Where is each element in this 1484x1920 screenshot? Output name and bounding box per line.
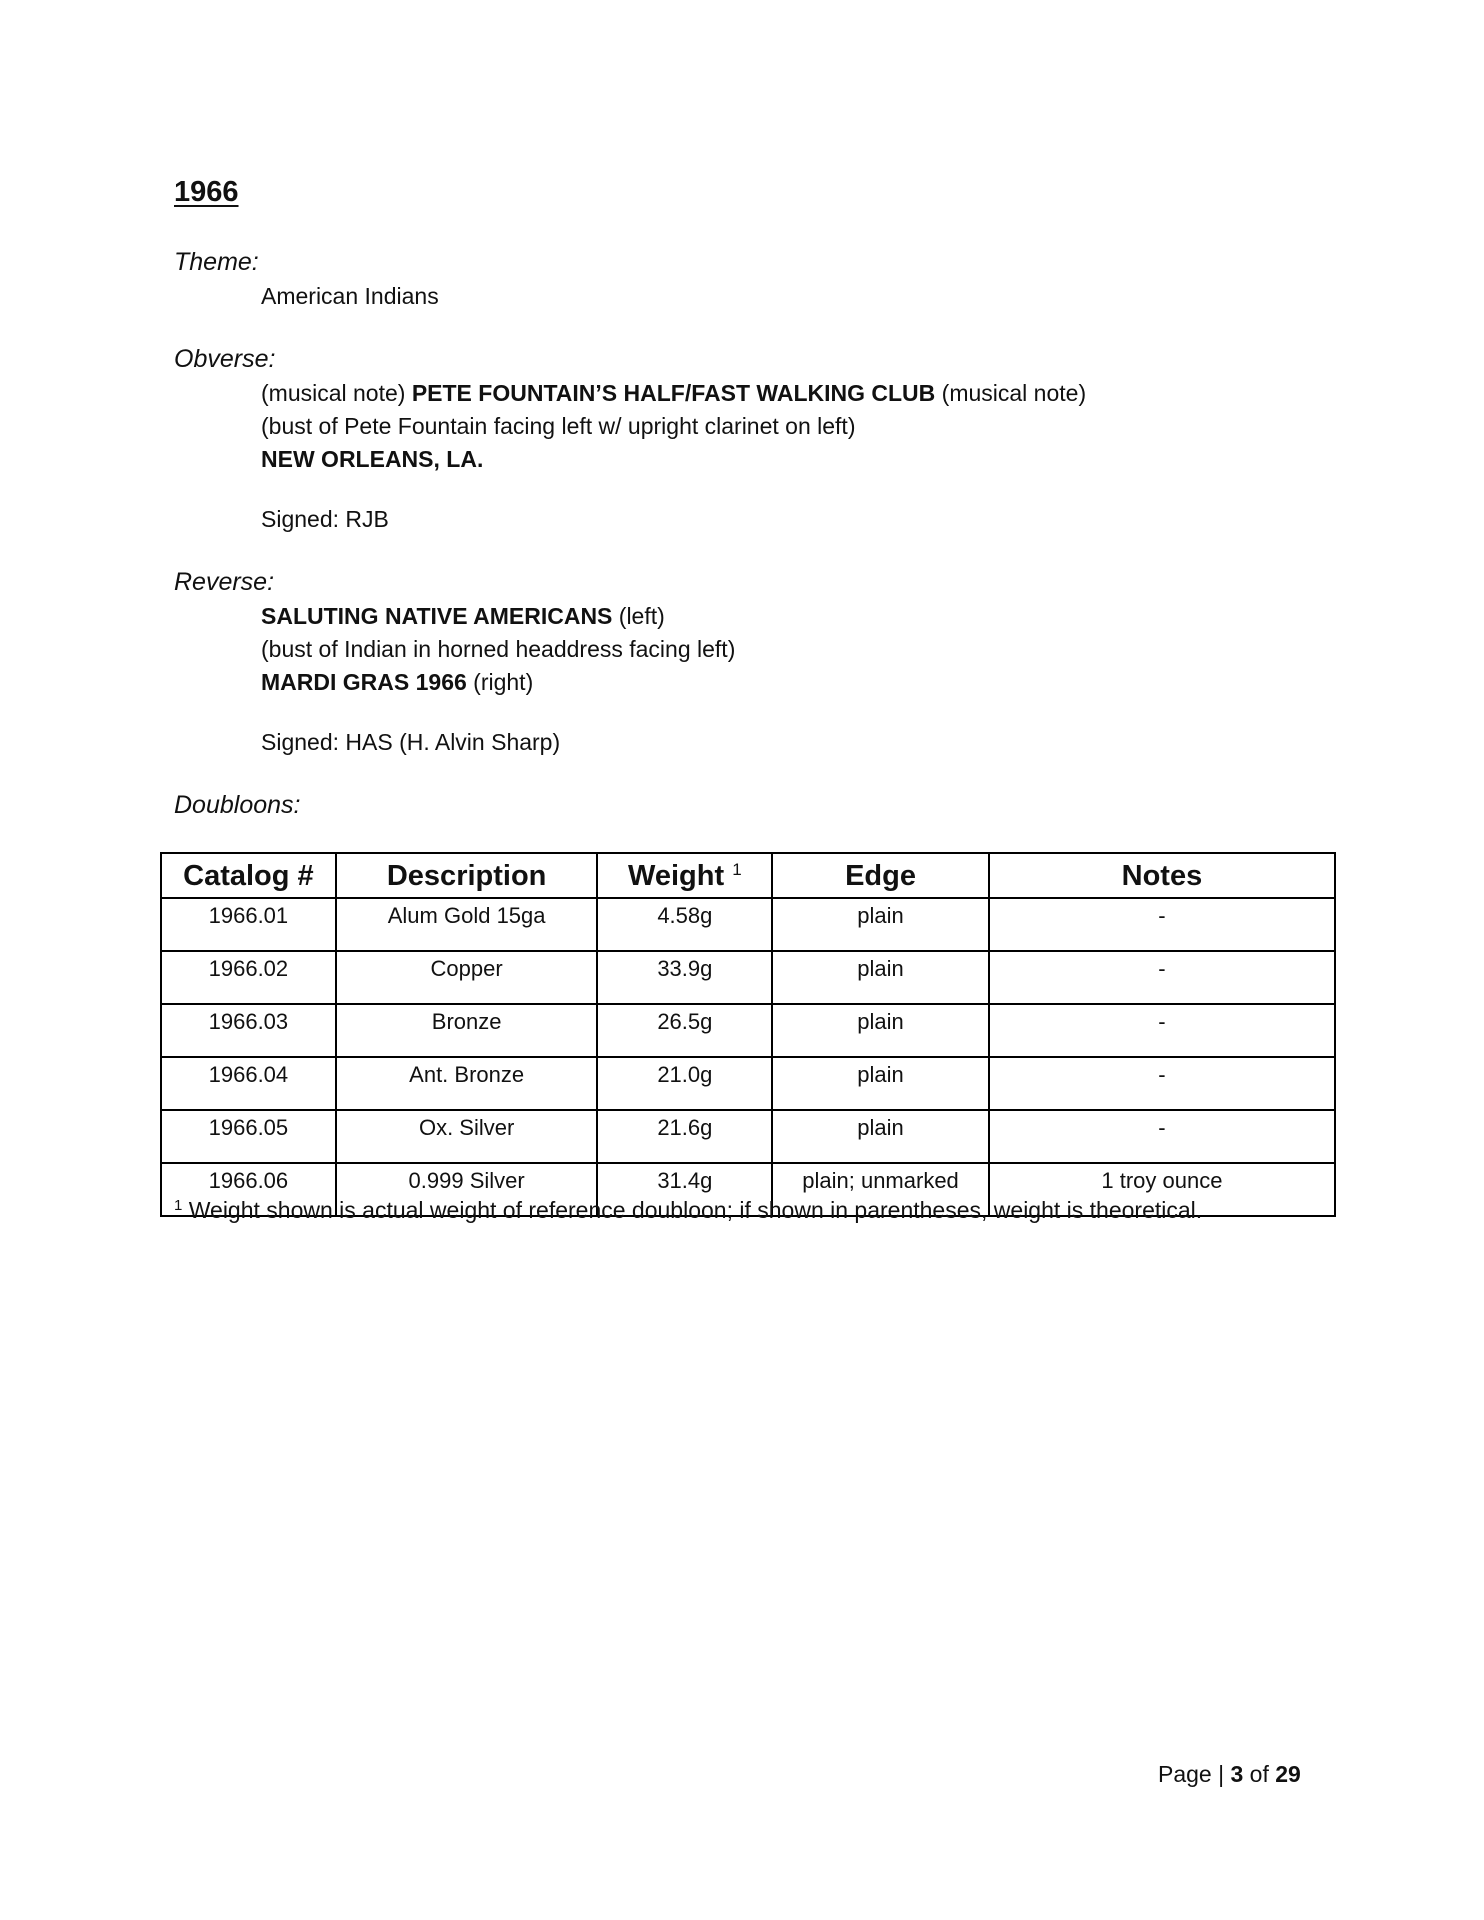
reverse-label: Reverse: [174,568,275,596]
obverse-line-1 [261,380,1086,407]
obverse-line-1-suffix: (musical note) [941,380,1087,406]
table-row [161,1110,1335,1163]
cell-catalog: 1966.04 [161,1057,336,1110]
obverse-line-1-bold: PETE FOUNTAIN’S HALF/FAST WALKING CLUB [411,380,936,406]
reverse-line-3-suffix: (right) [473,669,534,695]
reverse-line-3 [261,669,533,696]
column-header-catalog: Catalog # [161,853,336,898]
weight-footnote [174,1197,1202,1224]
cell-edge: plain [772,951,989,1004]
cell-notes: - [989,1110,1335,1163]
current-page: 3 [1230,1761,1244,1787]
cell-description: Ox. Silver [336,1110,598,1163]
reverse-line-3-bold: MARDI GRAS 1966 [261,669,467,695]
cell-notes: - [989,898,1335,951]
cell-edge: plain [772,898,989,951]
weight-footnote-mark: 1 [732,860,742,879]
cell-description: Bronze [336,1004,598,1057]
cell-weight: 31.4g [597,1163,772,1216]
reverse-line-1-bold: SALUTING NATIVE AMERICANS [261,603,613,629]
cell-catalog: 1966.05 [161,1110,336,1163]
reverse-line-2: (bust of Indian in horned headdress facing left) [261,636,736,662]
cell-weight: 33.9g [597,951,772,1004]
page-number [1158,1761,1301,1788]
page-label: Page | [1158,1761,1225,1787]
cell-catalog: 1966.02 [161,951,336,1004]
total-pages: 29 [1275,1761,1301,1787]
cell-notes: - [989,1057,1335,1110]
column-header-notes: Notes [989,853,1335,898]
cell-edge: plain [772,1004,989,1057]
theme-value: American Indians [261,283,439,309]
cell-description: 0.999 Silver [336,1163,598,1216]
obverse-signed: Signed: RJB [261,506,389,532]
cell-notes: - [989,1004,1335,1057]
cell-edge: plain [772,1057,989,1110]
doubloons-label: Doubloons: [174,791,301,819]
reverse-line-1-suffix: (left) [618,603,665,629]
cell-edge: plain; unmarked [772,1163,989,1216]
cell-catalog: 1966.03 [161,1004,336,1057]
table-row [161,1004,1335,1057]
page-of: of [1249,1761,1269,1787]
cell-edge: plain [772,1110,989,1163]
cell-catalog: 1966.01 [161,898,336,951]
column-header-description: Description [336,853,598,898]
table-header-row [161,853,1335,898]
footnote-text: Weight shown is actual weight of reference doubloon; if shown in parentheses, weight is theoretical. [188,1197,1203,1223]
year-heading: 1966 [174,176,239,208]
table-row [161,898,1335,951]
cell-description: Copper [336,951,598,1004]
obverse-label: Obverse: [174,345,276,373]
doubloons-table [160,852,1336,1217]
cell-weight: 4.58g [597,898,772,951]
column-header-weight [597,853,772,898]
cell-description: Alum Gold 15ga [336,898,598,951]
table-row [161,951,1335,1004]
cell-weight: 21.6g [597,1110,772,1163]
cell-notes: - [989,951,1335,1004]
cell-notes: 1 troy ounce [989,1163,1335,1216]
footnote-mark: 1 [174,1197,183,1214]
cell-weight: 26.5g [597,1004,772,1057]
weight-header-text: Weight [628,860,725,892]
column-header-edge: Edge [772,853,989,898]
theme-label: Theme: [174,248,259,276]
table-row [161,1057,1335,1110]
cell-description: Ant. Bronze [336,1057,598,1110]
reverse-line-1 [261,603,665,630]
cell-catalog: 1966.06 [161,1163,336,1216]
reverse-signed: Signed: HAS (H. Alvin Sharp) [261,729,561,755]
obverse-line-1-prefix: (musical note) [261,380,406,406]
obverse-line-2: (bust of Pete Fountain facing left w/ upright clarinet on left) [261,413,856,439]
cell-weight: 21.0g [597,1057,772,1110]
obverse-line-3: NEW ORLEANS, LA. [261,446,484,472]
